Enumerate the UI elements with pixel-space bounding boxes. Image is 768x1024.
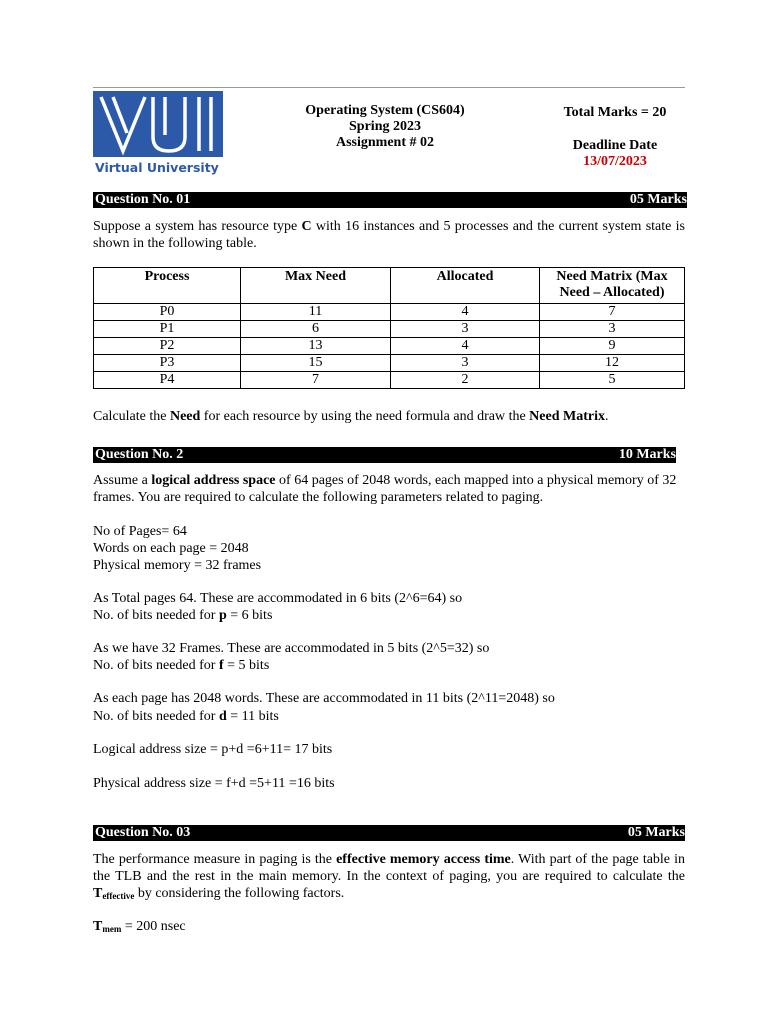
table-row: P3 15 3 12 [94,355,685,372]
d-bits-result: No. of bits needed for d = 11 bits [93,709,279,724]
question-1-bar [93,192,687,208]
semester: Spring 2023 [349,119,421,134]
total-marks: Total Marks = 20 [563,105,667,120]
physical-memory: Physical memory = 32 frames [93,558,262,573]
logical-address-size: Logical address size = p+d =6+11= 17 bits [93,742,333,757]
marks-deadline [540,105,690,170]
deadline-label: Deadline Date [572,138,658,153]
column-header: Max Need [241,268,391,304]
physical-address-size: Physical address size = f+d =5+11 =16 bits [93,776,335,791]
question-1-intro: Suppose a system has resource type C with 16 instances and 5 processes and the current system state is shown in the following table. [93,219,685,251]
question-2-intro: Assume a logical address space of 64 pages of 2048 words, each mapped into a physical memory of 32 frames. You are required to calculate the following parameters related to paging. [93,473,677,505]
table-row: P0 11 4 7 [94,304,685,321]
table-header-row [94,268,685,304]
question-1-task: Calculate the Need for each resource by using the need formula and draw the Need Matrix. [93,409,609,424]
tmem-value: $T_{mem} = 200$ nsec [93,919,186,934]
course-title: Operating System (CS604) [305,103,465,118]
header-divider [93,87,685,88]
column-header: Process [94,268,241,304]
logo-text: Virtual University [95,160,219,175]
assignment-number: Assignment # 02 [335,135,434,150]
question-1-title: Question No. 01 [95,192,191,207]
column-header: Allocated [391,268,540,304]
course-header [270,103,500,151]
f-bits-result: No. of bits needed for f = 5 bits [93,658,270,673]
virtual-university-logo [93,91,223,176]
resource-table [93,267,685,389]
deadline-date: 13/07/2023 [583,154,647,169]
question-3-text: The performance measure in paging is the effective memory access time. With part of the page table in the TLB and the rest in the main memory. In the context of paging, you are required to calculate the $T_{effective}$ by considering the following factors. [93,852,685,901]
question-3-title: Question No. 03 [95,825,191,840]
question-3-marks: 05 Marks [627,825,685,840]
p-bits-result: No. of bits needed for p = 6 bits [93,608,273,623]
column-header: Need Matrix (Max Need – Allocated) [540,268,685,304]
question-2-bar [93,447,676,463]
table-row: P1 6 3 3 [94,321,685,338]
question-2-title: Question No. 2 [95,447,184,462]
p-bits-explanation: As Total pages 64. These are accommodated in 6 bits (2^6=64) so [93,591,463,606]
question-3-bar [93,825,685,841]
words-per-page: Words on each page = 2048 [93,541,249,556]
d-bits-explanation: As each page has 2048 words. These are accommodated in 11 bits (2^11=2048) so [93,691,555,706]
f-bits-explanation: As we have 32 Frames. These are accommodated in 5 bits (2^5=32) so [93,641,490,656]
question-2-marks: 10 Marks [618,447,676,462]
table-row: P4 7 2 5 [94,372,685,389]
table-row: P2 13 4 9 [94,338,685,355]
pages-count: No of Pages= 64 [93,524,187,539]
question-1-marks: 05 Marks [629,192,687,207]
